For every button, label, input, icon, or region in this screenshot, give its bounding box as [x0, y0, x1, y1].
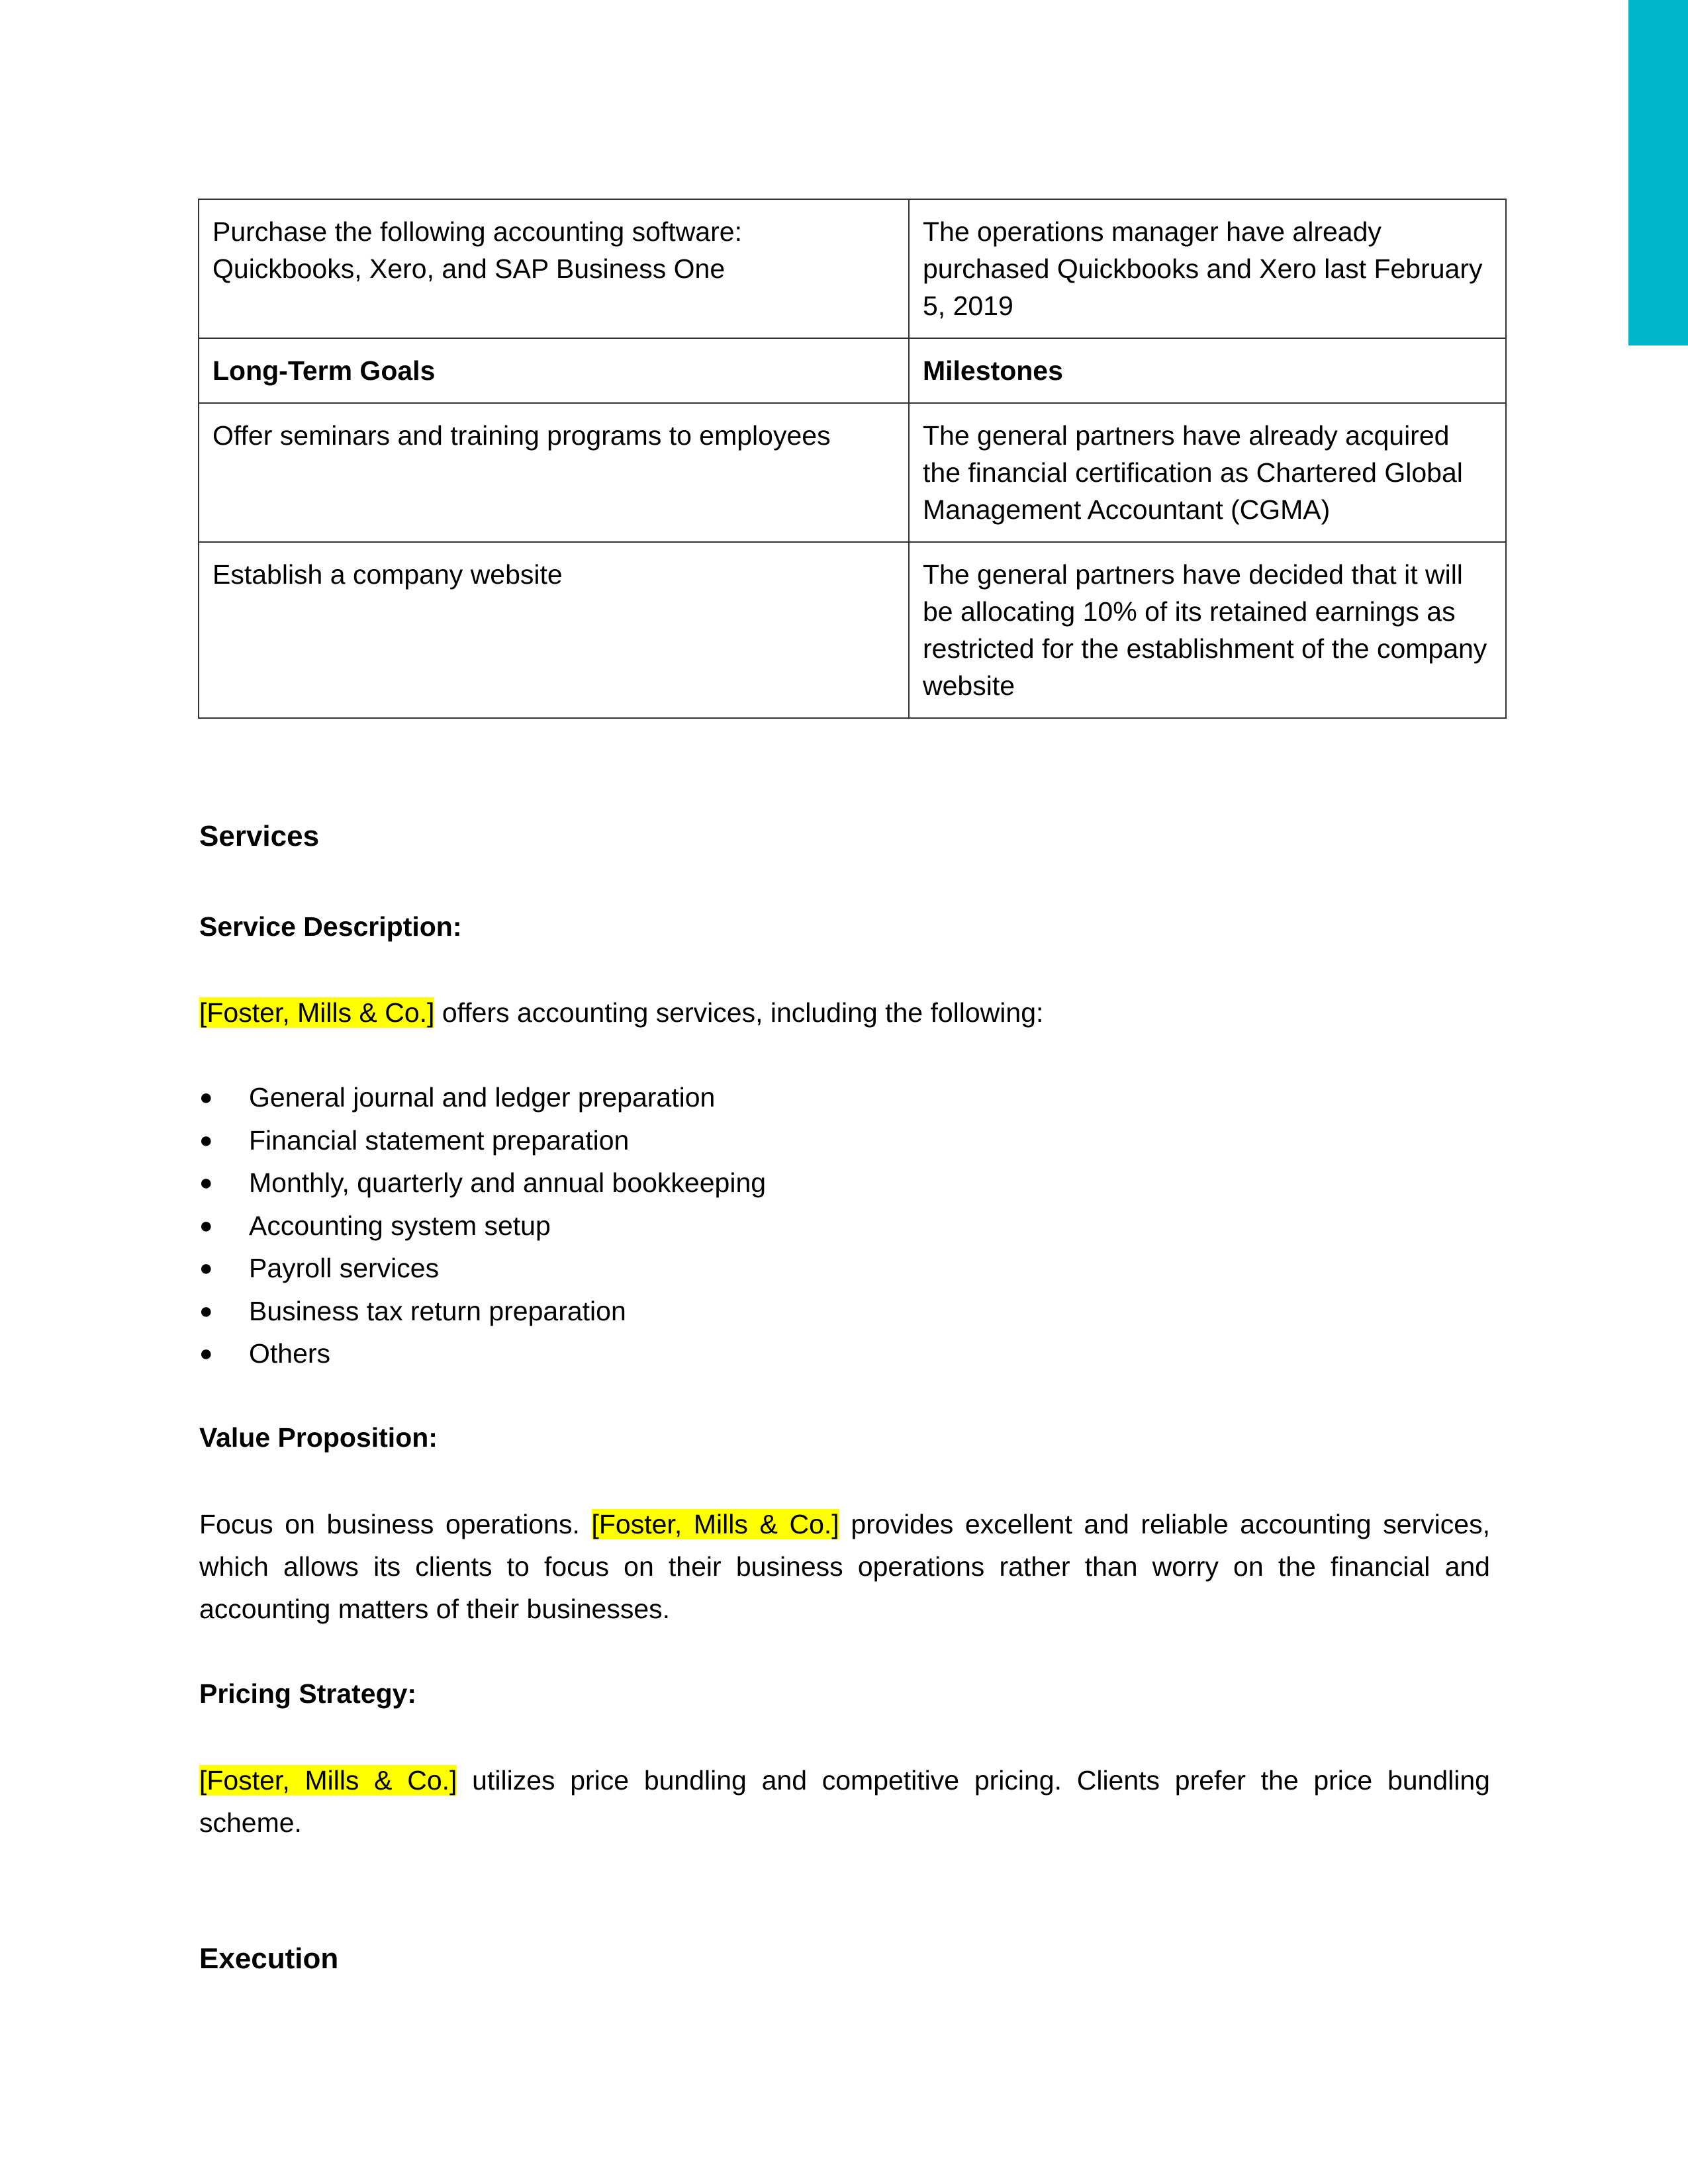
pricing-strategy-heading: Pricing Strategy: — [199, 1678, 417, 1709]
list-item — [199, 1247, 766, 1290]
service-description-heading: Service Description: — [199, 911, 462, 942]
list-item-label: Monthly, quarterly and annual bookkeeping — [249, 1167, 767, 1198]
list-item — [199, 1161, 766, 1205]
services-heading: Services — [199, 820, 320, 852]
list-item-label: General journal and ledger preparation — [249, 1082, 716, 1113]
list-item-label: Business tax return preparation — [249, 1295, 626, 1326]
bullet-icon: ● — [199, 1170, 213, 1195]
table-cell-goal: Offer seminars and training programs to employees — [199, 403, 909, 542]
table-cell-goal: Establish a company website — [199, 542, 909, 718]
column-header-milestones: Milestones — [909, 338, 1506, 403]
table-row — [199, 542, 1506, 718]
list-item — [199, 1076, 766, 1119]
table-cell-milestone: The general partners have decided that it will be allocating 10% of its retained earnings as restricted for the establishment of the company website — [909, 542, 1506, 718]
value-proposition-paragraph — [199, 1503, 1490, 1630]
pricing-body-text: utilizes price bundling and competitive pricing. Clients prefer the price bundling scheme. — [199, 1765, 1490, 1838]
list-item — [199, 1290, 766, 1333]
list-item-label: Others — [249, 1338, 331, 1369]
table-cell-milestone: The operations manager have already purchased Quickbooks and Xero last February 5, 2019 — [909, 199, 1506, 338]
bullet-icon: ● — [199, 1255, 213, 1281]
list-item-label: Financial statement preparation — [249, 1124, 630, 1156]
accent-tab — [1628, 0, 1688, 345]
company-name-highlight: [Foster, Mills & Co.] — [591, 1509, 839, 1539]
value-body-text: provides excellent and reliable accounting services, which allows its clients to focus on their business operations rather than worry on the financial and accounting matters of their businesses. — [199, 1509, 1490, 1624]
bullet-icon: ● — [199, 1341, 213, 1366]
column-header-long-term-goals: Long-Term Goals — [199, 338, 909, 403]
services-intro-text: offers accounting services, including the following: — [434, 997, 1044, 1028]
company-name-highlight: [Foster, Mills & Co.] — [199, 997, 435, 1028]
list-item — [199, 1119, 766, 1162]
list-item — [199, 1205, 766, 1248]
table-header-row — [199, 338, 1506, 403]
list-item — [199, 1332, 766, 1375]
table-cell-goal: Purchase the following accounting software: Quickbooks, Xero, and SAP Business One — [199, 199, 909, 338]
execution-heading: Execution — [199, 1942, 339, 1975]
goals-milestones-table — [198, 199, 1507, 719]
value-lead-text: Focus on business operations. — [199, 1509, 592, 1539]
table-cell-milestone: The general partners have already acquired the financial certification as Chartered Global Management Accountant (CGMA) — [909, 403, 1506, 542]
bullet-icon: ● — [199, 1085, 213, 1110]
bullet-icon: ● — [199, 1212, 213, 1238]
list-item-label: Accounting system setup — [249, 1210, 551, 1241]
bullet-icon: ● — [199, 1298, 213, 1324]
value-proposition-heading: Value Proposition: — [199, 1422, 438, 1453]
table-row — [199, 199, 1506, 338]
list-item-label: Payroll services — [249, 1253, 440, 1283]
table-row — [199, 403, 1506, 542]
company-name-highlight: [Foster, Mills & Co.] — [199, 1765, 457, 1796]
services-intro-paragraph — [199, 991, 1490, 1034]
bullet-icon: ● — [199, 1127, 213, 1153]
pricing-strategy-paragraph — [199, 1759, 1490, 1844]
services-list — [199, 1076, 766, 1375]
